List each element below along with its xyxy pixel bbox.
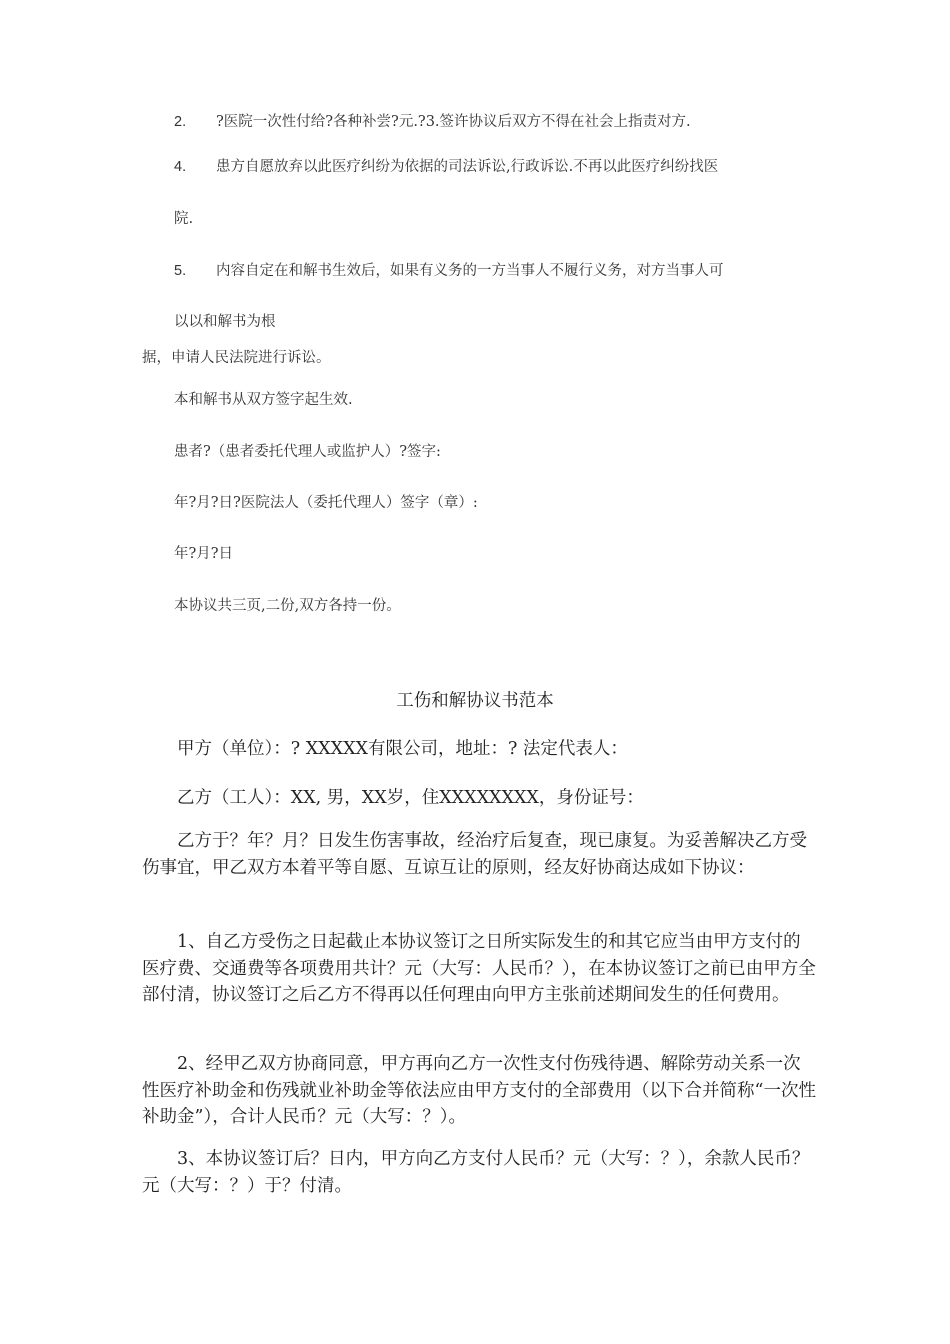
party-b-line: 乙方（工人）：XX, 男，XX岁，住XXXXXXXX，身份证号： <box>177 788 644 808</box>
item-number: 5. <box>174 263 187 279</box>
item-text: ?医院一次性付给?各种补尝?元.?3.签许协议后双方不得在社会上指责对方. <box>216 114 691 130</box>
effective-statement: 本和解书从双方签字起生效. <box>174 392 353 408</box>
item-text: 患方自愿放弃以此医疗纠纷为依据的司法诉讼,行政诉讼.不再以此医疗纠纷找医 <box>216 159 719 175</box>
hospital-signature-line: 年?月?日?医院法人（委托代理人）签字（章）: <box>174 495 478 511</box>
item-4-continuation: 院. <box>174 211 194 227</box>
item-number: 2. <box>174 114 187 130</box>
intro-paragraph: 乙方于？年？月？日发生伤害事故，经治疗后复查，现已康复。为妥善解决乙方受伤事宜，甲乙双方本着平等自愿、互谅互让的原则，经友好协商达成如下协议： <box>142 831 807 878</box>
document-title: 工伤和解协议书范本 <box>396 691 554 711</box>
clause-2: 2、经甲乙双方协商同意，甲方再向乙方一次性支付伤残待遇、解除劳动关系一次性医疗补助金和伤残就业补助金等依法应由甲方支付的全部费用（以下合并简称“一次性补助金”），合计人民币？元（大写：？）。 <box>142 1054 816 1127</box>
patient-signature-line: 患者?（患者委托代理人或监护人）?签字: <box>174 444 441 460</box>
clause-3: 3、本协议签订后？日内，甲方向乙方支付人民币？元（大写：？），余款人民币？元（大写：？）于？付清。 <box>142 1149 810 1196</box>
item-2 <box>174 113 691 131</box>
copies-statement: 本协议共三页,二份,双方各持一份。 <box>174 598 401 614</box>
item-4 <box>174 158 718 176</box>
clause-1: 1、自乙方受伤之日起截止本协议签订之日所实际发生的和其它应当由甲方支付的医疗费、交通费等各项费用共计？元（大写：人民币？），在本协议签订之前已由甲方全部付清，协议签订之后乙方不得再以任何理由向甲方主张前述期间发生的任何费用。 <box>142 932 816 1005</box>
item-5-continuation-1: 以以和解书为根 <box>174 314 276 330</box>
date-line: 年?月?日 <box>174 546 234 562</box>
item-5 <box>174 262 724 280</box>
party-a-line: 甲方（单位）：? XXXXX有限公司，地址：? 法定代表人： <box>177 739 628 759</box>
item-number: 4. <box>174 159 187 175</box>
item-text: 内容自定在和解书生效后，如果有义务的一方当事人不履行义务，对方当事人可 <box>216 263 724 279</box>
item-5-continuation-2: 据，申请人民法院进行诉讼。 <box>142 350 331 366</box>
